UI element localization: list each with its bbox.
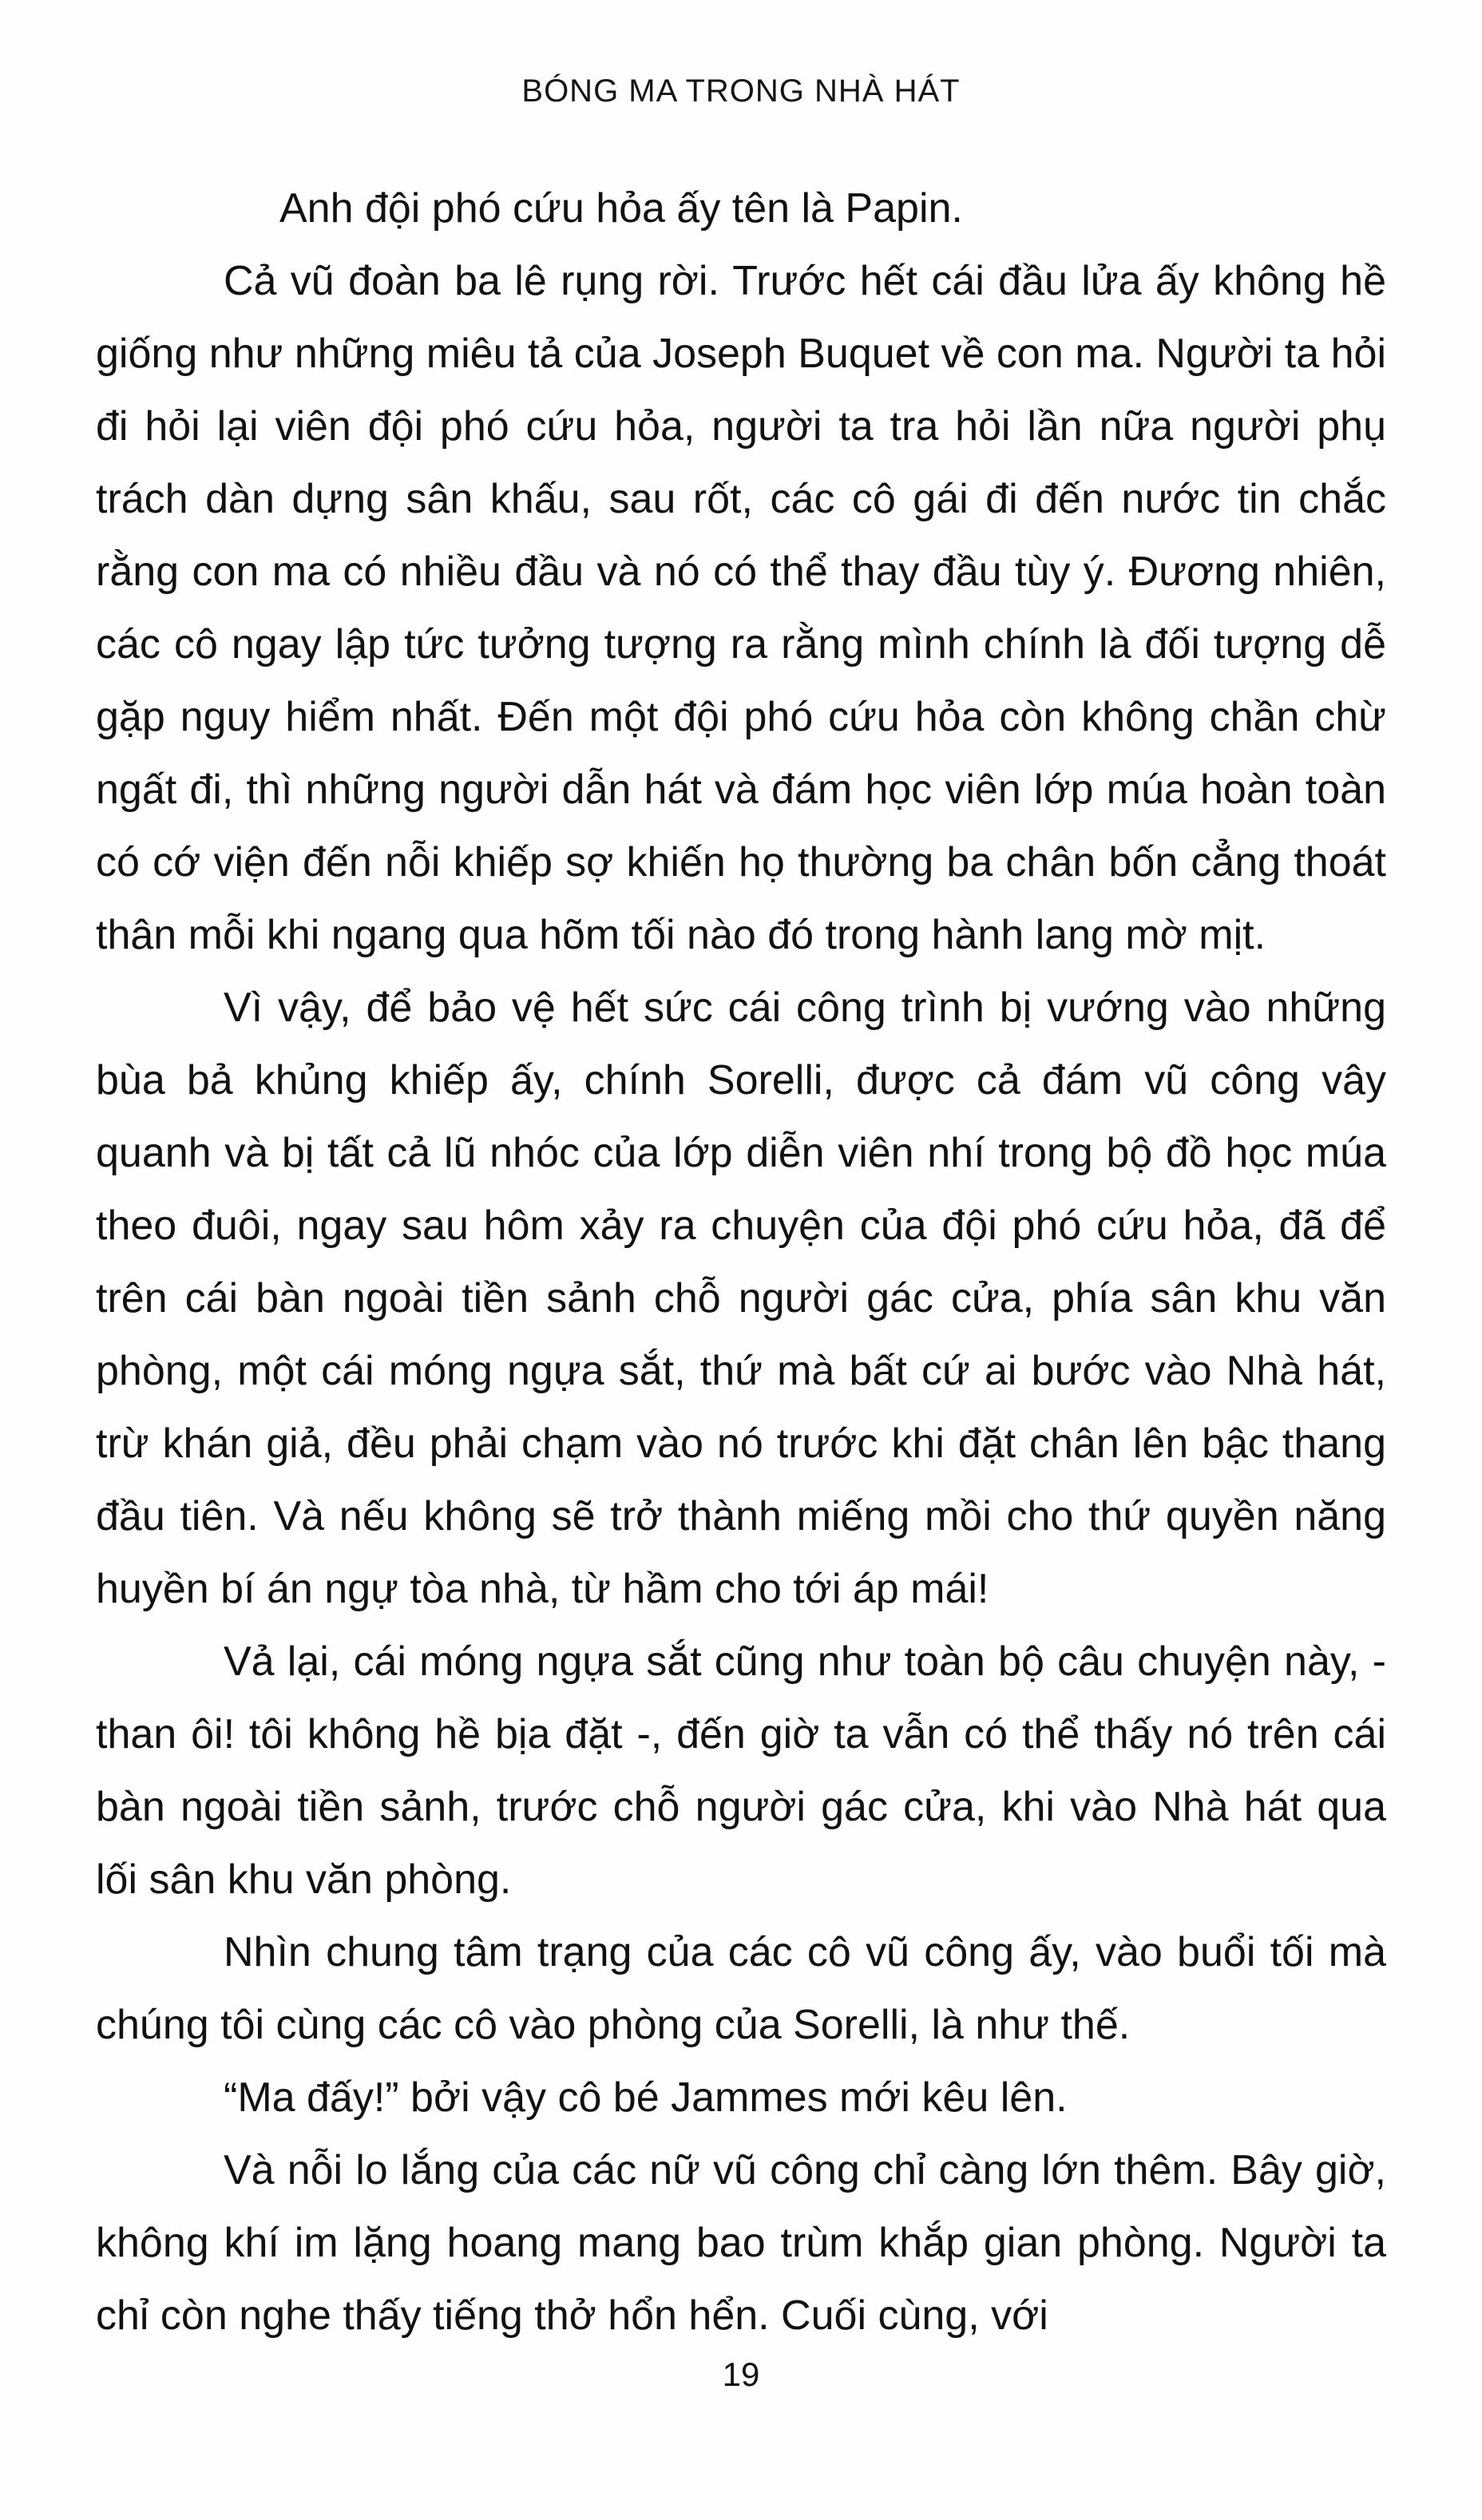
paragraph: Vì vậy, để bảo vệ hết sức cái công trình bị vướng vào những bùa bả khủng khiếp ấy, chính Sorelli, được cả đám vũ công vây quanh và bị tất cả lũ nhóc của lớp diễn viên nhí trong bộ đồ học múa theo đuôi, ngay sau hôm xảy ra chuyện của đội phó cứu hỏa, đã để trên cái bàn ngoài tiền sảnh chỗ người gác cửa, phía sân khu văn phòng, một cái móng ngựa sắt, thứ mà bất cứ ai bước vào Nhà hát, trừ khán giả, đều phải chạm vào nó trước khi đặt chân lên bậc thang đầu tiên. Và nếu không sẽ trở thành miếng mồi cho thứ quyền năng huyền bí án ngự tòa nhà, từ hầm cho tới áp mái! xyxy=(96,985,1386,1612)
paragraph: “Ma đấy!” bởi vậy cô bé Jammes mới kêu lên. xyxy=(224,2074,1068,2121)
body-text xyxy=(96,172,1386,2352)
paragraph: Cả vũ đoàn ba lê rụng rời. Trước hết cái đầu lửa ấy không hề giống như những miêu tả của Joseph Buquet về con ma. Người ta hỏi đi hỏi lại viên đội phó cứu hỏa, người ta tra hỏi lần nữa người phụ trách dàn dựng sân khấu, sau rốt, các cô gái đi đến nước tin chắc rằng con ma có nhiều đầu và nó có thể thay đầu tùy ý. Đương nhiên, các cô ngay lập tức tưởng tượng ra rằng mình chính là đối tượng dễ gặp nguy hiểm nhất. Đến một đội phó cứu hỏa còn không chần chừ ngất đi, thì những người dẫn hát và đám học viên lớp múa hoàn toàn có cớ viện đến nỗi khiếp sợ khiến họ thường ba chân bốn cẳng thoát thân mỗi khi ngang qua hõm tối nào đó trong hành lang mờ mịt. xyxy=(96,258,1386,958)
running-header: BÓNG MA TRONG NHÀ HÁT xyxy=(521,73,961,109)
paragraph: Vả lại, cái móng ngựa sắt cũng như toàn bộ câu chuyện này, - than ôi! tôi không hề bịa đặt -, đến giờ ta vẫn có thể thấy nó trên cái bàn ngoài tiền sảnh, trước chỗ người gác cửa, khi vào Nhà hát qua lối sân khu văn phòng. xyxy=(96,1638,1386,1903)
paragraph: Nhìn chung tâm trạng của các cô vũ công ấy, vào buổi tối mà chúng tôi cùng các cô vào phòng của Sorelli, là như thế. xyxy=(96,1929,1386,2048)
paragraph: Và nỗi lo lắng của các nữ vũ công chỉ càng lớn thêm. Bây giờ, không khí im lặng hoang mang bao trùm khắp gian phòng. Người ta chỉ còn nghe thấy tiếng thở hổn hển. Cuối cùng, với xyxy=(96,2147,1386,2339)
paragraph: Anh đội phó cứu hỏa ấy tên là Papin. xyxy=(279,185,963,232)
page-number: 19 xyxy=(722,2356,760,2393)
